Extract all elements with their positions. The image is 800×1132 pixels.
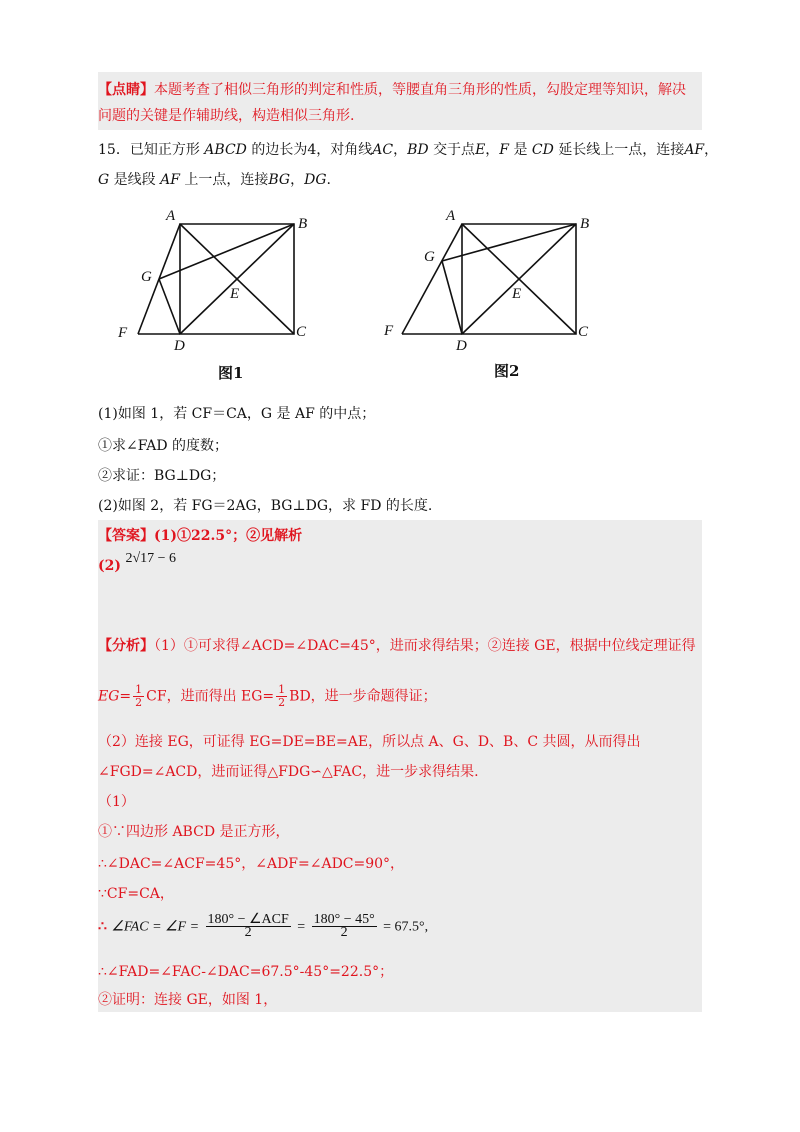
fraction-numerator: 180° − ∠ACF [207,912,289,927]
fig1-label-e: E [230,286,240,302]
analysis-text: CF，进而得出 EG= [146,688,275,705]
analysis-text-1: （1）①可求得∠ACD=∠DAC=45°，进而求得结果；②连接 GE，根据中位线定理证得 [154,638,696,654]
analysis-line-11: ②证明：连接 GE，如图 1， [98,992,278,1008]
problem-text: ， [290,172,305,188]
problem-number-value: 4 [307,142,317,158]
review-text-1: 本题考查了相似三角形的判定和性质，等腰直角三角形的性质，勾股定理等知识，解决 [154,82,686,98]
analysis-line-10: ∴∠FAD=∠FAC-∠DAC=67.5°-45°=22.5°； [98,964,394,980]
problem-text: 交于点 [433,142,476,158]
question-1-part-a: ①求∠FAD 的度数； [98,438,229,454]
fig2-label-b: B [580,216,590,232]
answer-line-1 [98,526,702,546]
problem-var: BD [407,142,429,158]
fraction-denominator: 2 [244,925,252,940]
fraction-half [133,684,144,709]
answer-tag: 【答案】 [98,528,154,544]
equation-fraction-2 [312,914,377,939]
fraction-numerator: 180° − 45° [313,912,375,927]
fig1-label-d: D [174,338,185,354]
fraction-half [276,684,287,709]
problem-var: AC [372,142,394,158]
fig2-line-af [402,224,462,334]
fig2-label-d: D [456,338,467,354]
analysis-tag: 【分析】 [98,638,154,654]
analysis-text: BD，进一步命题得证； [289,688,437,705]
fig1-label-a: A [166,208,176,224]
problem-number: 15． [98,142,130,158]
analysis-line-5: （1） [98,794,135,810]
fraction-denominator: 2 [340,925,348,940]
fig2-line-dg [442,261,462,334]
answer-part-1: (1)①22.5°；②见解析 [154,528,303,544]
fraction-denominator: 2 [278,696,286,709]
therefore-symbol: ∴ [98,918,107,935]
problem-var: CD [531,142,554,158]
analysis-line-7: ∴∠DAC=∠ACF=45°，∠ADF=∠ADC=90°， [98,856,405,872]
problem-var: BG [268,172,291,188]
fig1-label-c: C [296,324,307,340]
fraction-numerator: 1 [278,683,286,696]
equation-fraction-1 [206,914,291,939]
analysis-line-2 [98,684,702,709]
problem-text: 是 [513,142,528,158]
analysis-line-8: ∵CF=CA， [98,886,174,902]
fig1-label-f: F [118,325,128,341]
fig2-label-e: E [512,286,522,302]
analysis-line-6: ①∵四边形 ABCD 是正方形， [98,824,290,840]
answer-part-2-value: 2√17 − 6 [125,551,177,566]
problem-text: ，对角线 [316,142,373,158]
review-tag: 【点睛】 [98,82,154,98]
fraction-numerator: 1 [135,683,143,696]
question-1: (1)如图 1，若 CF＝CA，G 是 AF 的中点； [98,406,376,422]
fig1-line-dg [159,279,180,334]
problem-text: 延长线上一点，连接 [558,142,685,158]
problem-var: ABCD [204,142,247,158]
problem-var: AF [160,172,180,188]
analysis-text: EG= [98,688,132,705]
problem-var: E [475,142,486,158]
problem-text: ， [485,142,500,158]
fig2-label-a: A [446,208,456,224]
problem-text: 已知正方形 [129,142,200,158]
analysis-line-1 [98,636,702,656]
fig2-label-g: G [424,249,435,265]
problem-var: F [499,142,510,158]
problem-text: 的边长为 [251,142,308,158]
answer-line-2 [98,551,702,577]
problem-text: 是线段 [113,172,156,188]
fig2-caption: 图2 [494,362,520,380]
problem-text: . [326,172,331,188]
problem-var: AF [684,142,705,158]
fig2-label-f: F [384,323,394,339]
problem-text: ， [393,142,408,158]
equation-part: ∠FAC = ∠F = [111,919,200,935]
analysis-line-4: ∠FGD=∠ACD，进而证得△FDG∽△FAC，进一步求得结果. [98,764,479,780]
fig1-label-b: B [298,216,308,232]
problem-text: ， [704,142,719,158]
problem-var: G [98,172,110,188]
fraction-denominator: 2 [135,696,143,709]
review-text-2: 问题的关键是作辅助线，构造相似三角形. [98,108,355,124]
fig1-label-g: G [141,269,152,285]
fig1-caption: 图1 [218,364,244,382]
analysis-line-3: （2）连接 EG，可证得 EG=DE=BE=AE，所以点 A、G、D、B、C 共圆，从而得出 [98,734,641,750]
equation-result: = 67.5°, [383,919,429,935]
question-2: (2)如图 2，若 FG＝2AG，BG⊥DG，求 FD 的长度. [98,498,433,514]
equation-equals: = [297,919,306,935]
fig2-label-c: C [578,324,589,340]
question-1-part-b: ②求证：BG⊥DG； [98,468,226,484]
answer-part-2-label: (2) [98,558,121,574]
problem-var: DG [304,172,327,188]
analysis-line-9 [98,914,702,939]
problem-text: 上一点，连接 [184,172,269,188]
